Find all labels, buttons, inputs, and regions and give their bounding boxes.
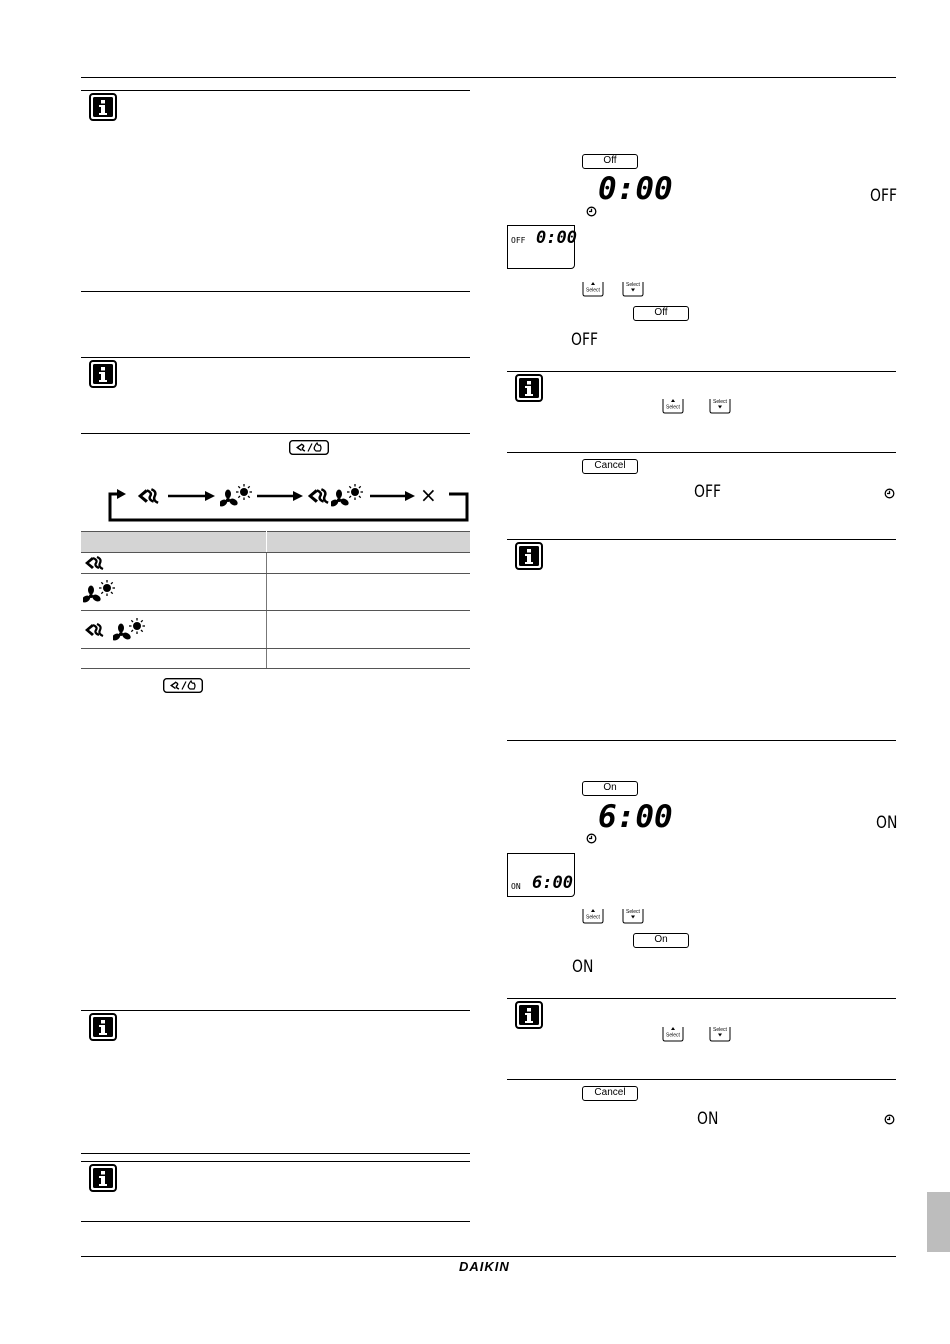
table-header-cell — [81, 532, 266, 553]
mode-table — [81, 531, 470, 669]
off-timer-display: 0:00 — [598, 171, 673, 207]
on-button[interactable]: On — [582, 781, 638, 796]
clock-icon — [884, 488, 895, 499]
off-status-word: OFF — [571, 330, 599, 350]
swing-icon — [83, 622, 105, 638]
select-up-key[interactable] — [582, 279, 604, 297]
info-icon — [89, 1164, 117, 1192]
table-row — [81, 611, 470, 649]
clock-icon — [586, 206, 597, 217]
left-note-rule-1-bottom — [81, 291, 470, 292]
on-lcd-prefix: ON — [511, 882, 521, 891]
on-status-word: ON — [572, 957, 594, 977]
select-down-key[interactable] — [709, 396, 731, 414]
left-note-rule-3-bottom — [81, 1153, 470, 1154]
table-header-row — [81, 532, 470, 553]
off-button[interactable]: Off — [633, 306, 689, 321]
header-rule — [81, 77, 896, 78]
select-up-key[interactable] — [582, 906, 604, 924]
clock-icon — [586, 833, 597, 844]
cancel-button[interactable]: Cancel — [582, 1086, 638, 1101]
right-note-rule-3-top — [507, 998, 896, 999]
on-lcd-panel — [507, 853, 575, 897]
select-up-key[interactable] — [662, 396, 684, 414]
on-timer-display: 6:00 — [598, 799, 673, 835]
table-row — [81, 574, 470, 611]
left-note-rule-2-bottom — [81, 433, 470, 434]
select-down-key[interactable] — [622, 279, 644, 297]
off-status-word: OFF — [694, 482, 722, 502]
swing-icon — [83, 555, 105, 571]
left-note-rule-1-top — [81, 90, 470, 91]
left-note-rule-2-top — [81, 357, 470, 358]
table-row — [81, 553, 470, 574]
off-lcd-panel — [507, 225, 575, 269]
cancel-button[interactable]: Cancel — [582, 459, 638, 474]
info-icon — [515, 542, 543, 570]
info-icon — [89, 1013, 117, 1041]
left-note-rule-3-top — [81, 1010, 470, 1011]
right-note-rule-2-bottom — [507, 740, 896, 741]
right-note-rule-2-top — [507, 539, 896, 540]
fan-heat-icon — [113, 617, 147, 643]
brand-logo: DAIKIN — [459, 1259, 510, 1274]
info-icon — [515, 374, 543, 402]
swing-heat-button-icon[interactable] — [289, 440, 329, 455]
select-up-key[interactable] — [662, 1024, 684, 1042]
info-icon — [89, 360, 117, 388]
right-note-rule-1-top — [507, 371, 896, 372]
footer-rule — [81, 1256, 896, 1257]
off-status-word: OFF — [870, 186, 898, 206]
mode-off-symbol: × — [420, 483, 437, 507]
select-down-key[interactable] — [622, 906, 644, 924]
on-status-word: ON — [876, 813, 898, 833]
table-header-cell — [266, 532, 470, 553]
right-note-rule-1-bottom — [507, 452, 896, 453]
off-lcd-prefix: OFF — [511, 236, 526, 245]
info-icon — [515, 1001, 543, 1029]
left-note-rule-4-bottom — [81, 1221, 470, 1222]
swing-heat-button-icon[interactable] — [163, 678, 203, 693]
on-lcd-time: 6:00 — [532, 873, 573, 893]
left-note-rule-4-top — [81, 1161, 470, 1162]
clock-icon — [884, 1114, 895, 1125]
on-status-word: ON — [697, 1109, 719, 1129]
right-note-rule-3-bottom — [507, 1079, 896, 1080]
on-button[interactable]: On — [633, 933, 689, 948]
off-lcd-time: 0:00 — [536, 228, 577, 248]
off-button[interactable]: Off — [582, 154, 638, 169]
select-down-key[interactable] — [709, 1024, 731, 1042]
info-icon — [89, 93, 117, 121]
table-row — [81, 649, 470, 669]
fan-heat-icon — [83, 579, 117, 605]
side-tab — [927, 1192, 950, 1252]
